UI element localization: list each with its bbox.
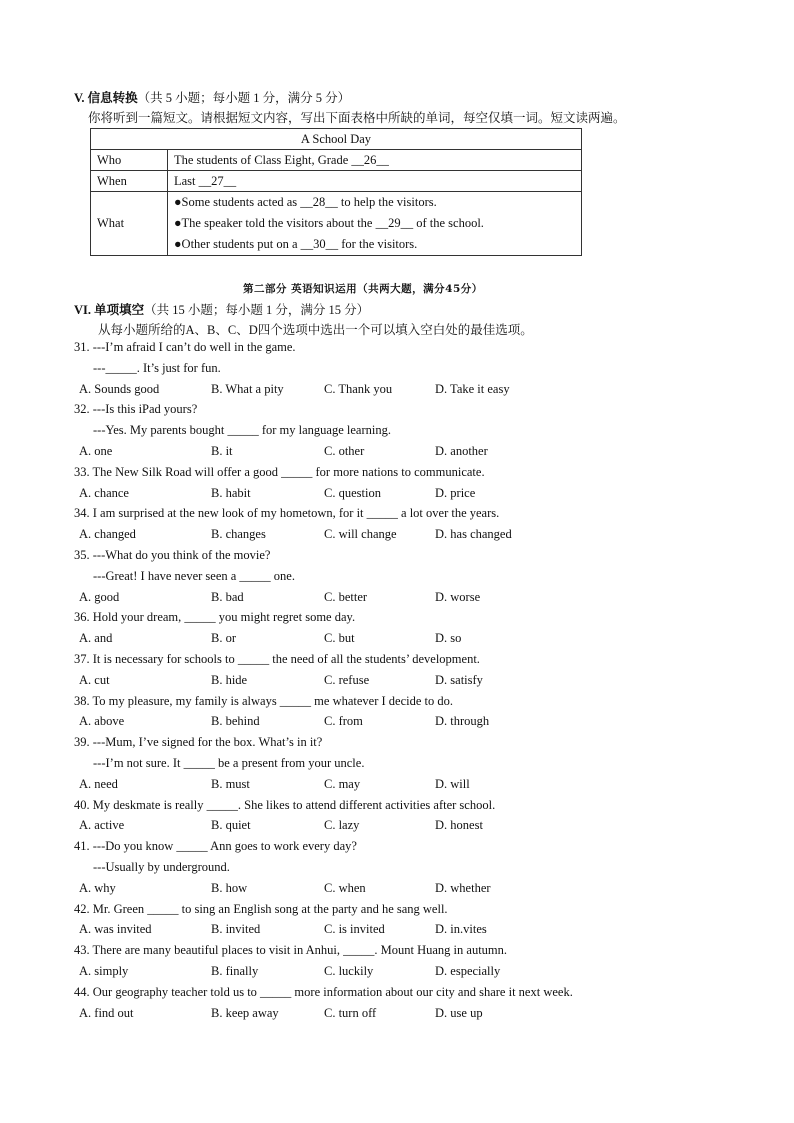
question-stem: 36. Hold your dream, _____ you might regret some day. (74, 610, 356, 625)
option-a: A. why (79, 880, 116, 895)
section-5-title: V. 信息转换 (74, 91, 138, 105)
option-c: C. luckily (324, 964, 374, 978)
option-b: B. changes (211, 527, 266, 542)
section-6-header (74, 300, 369, 318)
option-a: A. and (79, 631, 113, 646)
question-stem: 37. It is necessary for schools to _____ the need of all the students’ development. (74, 652, 480, 666)
option-a: A. good (79, 589, 120, 604)
option-a: A. one (79, 444, 113, 458)
option-a: A. chance (79, 485, 129, 500)
option-c: C. Thank you (324, 381, 393, 396)
question-stem: 38. To my pleasure, my family is always _____ me whatever I decide to do. (74, 693, 454, 708)
what-cell (168, 192, 582, 256)
option-c: C. is invited (324, 922, 385, 937)
option-d: D. through (435, 714, 490, 729)
option-d: D. price (435, 485, 476, 500)
option-a: A. was invited (79, 922, 152, 937)
option-c: C. refuse (324, 672, 370, 687)
what-line-1 (174, 192, 575, 213)
option-d: D. so (435, 631, 462, 646)
blank-28: __28__ (300, 195, 338, 209)
what-label: What (91, 192, 168, 256)
option-a: A. active (79, 818, 125, 833)
part-2-heading: 第二部分 英语知识运用（共两大题，满分45分） (243, 283, 483, 295)
option-b: B. finally (211, 964, 259, 978)
question-reply: ---Usually by underground. (93, 860, 230, 874)
question-reply: ---_____. It’s just for fun. (93, 360, 221, 375)
blank-27: __27__ (198, 173, 237, 188)
what-line-2 (174, 213, 575, 234)
who-cell (168, 150, 582, 171)
question-reply: ---I’m not sure. It _____ be a present from your uncle. (93, 756, 365, 770)
option-c: C. may (324, 776, 361, 791)
option-d: D. Take it easy (435, 381, 510, 396)
option-a: A. find out (79, 1005, 134, 1020)
option-b: B. What a pity (211, 381, 284, 396)
option-c: C. lazy (324, 818, 360, 833)
question-stem: 32. ---Is this iPad yours? (74, 402, 198, 417)
question-stem: 33. The New Silk Road will offer a good _____ for more nations to communicate. (74, 464, 485, 479)
question-stem: 31. ---I’m afraid I can’t do well in the game. (74, 340, 296, 354)
option-a: A. cut (79, 672, 110, 687)
section-6-note: （共 15 小题；每小题 1 分，满分 15 分） (144, 303, 370, 317)
section-5-header (74, 88, 350, 106)
blank-26: __26__ (351, 152, 389, 167)
who-text: The students of Class Eight, Grade (174, 152, 349, 167)
option-a: A. above (79, 714, 125, 729)
question-stem: 42. Mr. Green _____ to sing an English song at the party and he sang well. (74, 901, 448, 916)
option-d: D. in.vites (435, 922, 487, 937)
what-3-post: for the visitors. (341, 237, 418, 251)
option-c: C. but (324, 631, 355, 646)
question-stem: 34. I am surprised at the new look of my hometown, for it _____ a lot over the years. (74, 506, 500, 521)
option-c: C. will change (324, 527, 397, 542)
option-c: C. turn off (324, 1005, 377, 1020)
section-6-instruction: 从每小题所给的A、B、C、D四个选项中选出一个可以填入空白处的最佳选项。 (98, 323, 533, 337)
option-a: A. changed (79, 527, 136, 542)
option-d: D. especially (435, 964, 501, 978)
question-stem: 43. There are many beautiful places to visit in Anhui, _____. Mount Huang in autumn. (74, 943, 508, 958)
question-reply: ---Yes. My parents bought _____ for my language learning. (93, 423, 391, 438)
option-b: B. or (211, 631, 236, 646)
option-d: D. will (435, 776, 470, 791)
blank-29: __29__ (375, 216, 414, 230)
question-stem: 35. ---What do you think of the movie? (74, 548, 271, 562)
option-a: A. simply (79, 964, 129, 978)
section-5-note: （共 5 小题；每小题 1 分，满分 5 分） (137, 91, 351, 105)
when-label: When (91, 171, 168, 192)
option-b: B. quiet (211, 818, 251, 833)
when-cell (168, 171, 582, 192)
option-d: D. satisfy (435, 672, 483, 687)
option-b: B. keep away (211, 1005, 279, 1020)
option-b: B. bad (211, 589, 244, 604)
when-text: Last (174, 173, 196, 188)
option-a: A. Sounds good (79, 381, 160, 396)
option-c: C. other (324, 444, 365, 458)
option-d: D. use up (435, 1005, 483, 1020)
option-d: D. honest (435, 818, 483, 833)
school-day-table (90, 128, 582, 256)
option-c: C. when (324, 880, 366, 895)
what-1-post: to help the visitors. (340, 195, 437, 209)
section-6-title: VI. 单项填空 (74, 303, 145, 317)
option-b: B. habit (211, 485, 251, 500)
option-c: C. better (324, 589, 368, 604)
option-c: C. question (324, 485, 381, 500)
option-b: B. how (211, 880, 248, 895)
option-b: B. it (211, 444, 233, 458)
option-b: B. must (211, 776, 250, 791)
option-b: B. hide (211, 672, 248, 687)
option-d: D. another (435, 444, 488, 458)
question-stem: 44. Our geography teacher told us to _____ more information about our city and share it next week. (74, 984, 573, 999)
question-stem: 40. My deskmate is really _____. She likes to attend different activities after school. (74, 797, 496, 812)
table-heading: A School Day (91, 129, 582, 150)
section-5-instruction: 你将听到一篇短文。请根据短文内容，写出下面表格中所缺的单词，每空仅填一词。短文读两遍。 (88, 111, 626, 125)
option-d: D. worse (435, 589, 481, 604)
option-d: D. whether (435, 880, 491, 895)
option-b: B. invited (211, 922, 261, 937)
question-reply: ---Great! I have never seen a _____ one. (93, 568, 295, 583)
question-stem: 39. ---Mum, I’ve signed for the box. What’s in it? (74, 735, 323, 750)
question-stem: 41. ---Do you know _____ Ann goes to work every day? (74, 839, 357, 854)
what-line-3 (174, 234, 575, 255)
what-2-pre: ●The speaker told the visitors about the (174, 216, 373, 230)
option-b: B. behind (211, 714, 260, 729)
who-label: Who (91, 150, 168, 171)
what-3-pre: ●Other students put on a (174, 237, 298, 251)
what-2-post: of the school. (416, 216, 484, 230)
option-d: D. has changed (435, 527, 512, 542)
option-a: A. need (79, 776, 118, 791)
option-c: C. from (324, 714, 363, 729)
blank-30: __30__ (300, 237, 339, 251)
what-1-pre: ●Some students acted as (174, 195, 298, 209)
